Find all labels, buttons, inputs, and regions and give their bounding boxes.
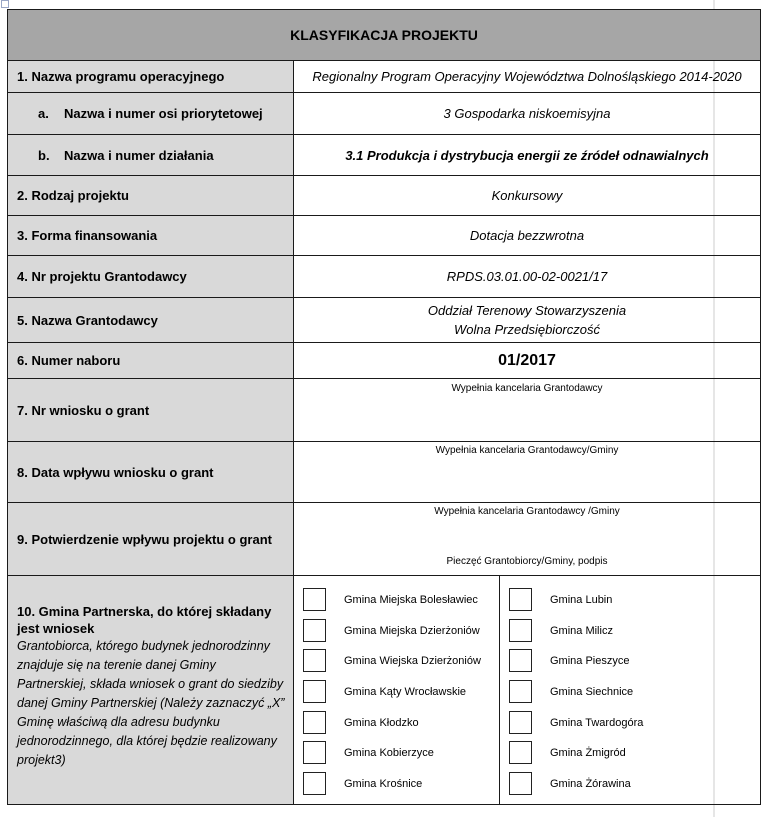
application-number-field[interactable] (294, 379, 761, 442)
municipality-name: Gmina Żórawina (550, 778, 631, 791)
municipality-checkbox[interactable] (509, 619, 532, 642)
municipality-option (500, 586, 760, 617)
municipality-option (294, 586, 499, 617)
municipality-options-right (500, 576, 761, 805)
program-label: 1. Nazwa programu operacyjnego (8, 61, 294, 93)
municipality-name: Gmina Kąty Wrocławskie (344, 686, 467, 699)
municipality-option (294, 709, 499, 740)
municipality-option (294, 739, 499, 770)
municipality-option (294, 617, 499, 648)
municipality-name: Gmina Twardogóra (550, 716, 644, 729)
measure-label (8, 135, 294, 176)
municipality-options-left (294, 576, 500, 805)
receipt-date-field[interactable] (294, 442, 761, 503)
priority-axis-label (8, 93, 294, 135)
call-number-value[interactable]: 01/2017 (294, 343, 761, 379)
municipality-name: Gmina Wiejska Dzierżoniów (344, 655, 481, 668)
municipality-option (294, 678, 499, 709)
project-classification-table (7, 9, 761, 805)
measure-label-text: Nazwa i numer działania (64, 147, 214, 163)
project-type-value[interactable]: Konkursowy (294, 176, 761, 216)
municipality-name: Gmina Kłodzko (344, 716, 419, 729)
municipality-name: Gmina Milicz (550, 624, 613, 637)
partner-municipality-description: Grantobiorca, którego budynek jednorodzinny znajduje się na terenie danej Gminy Partnerskiej, składa wniosek o grant do siedziby danej Gminy Partnerskiej (Należy zaznaczyć „X” Gminę właściwą dla adresu budynku jednorodzinnego, dla której będzie realizowany projekt3) (17, 639, 285, 767)
municipality-option (500, 617, 760, 648)
municipality-name: Gmina Żmigród (550, 747, 626, 760)
municipality-checkbox[interactable] (303, 680, 326, 703)
municipality-checkbox[interactable] (509, 588, 532, 611)
priority-axis-letter: a. (38, 106, 49, 121)
grantor-name-line1: Oddział Terenowy Stowarzyszenia (427, 303, 627, 318)
municipality-checkbox[interactable] (509, 711, 532, 734)
grantor-name-label: 5. Nazwa Grantodawcy (8, 298, 294, 343)
financing-form-label: 3. Forma finansowania (8, 216, 294, 256)
measure-letter: b. (38, 147, 50, 163)
municipality-option (500, 678, 760, 709)
table-move-handle[interactable] (1, 0, 9, 8)
program-value[interactable]: Regionalny Program Operacyjny Województwa Dolnośląskiego 2014-2020 (294, 61, 761, 93)
municipality-checkbox[interactable] (509, 772, 532, 795)
municipality-option (500, 647, 760, 678)
receipt-date-note: Wypełnia kancelaria Grantodawcy/Gminy (435, 445, 619, 456)
municipality-option (294, 647, 499, 678)
municipality-name: Gmina Miejska Bolesławiec (344, 594, 478, 606)
municipality-name: Gmina Siechnice (550, 686, 634, 699)
receipt-confirmation-note: Wypełnia kancelaria Grantodawcy /Gminy (434, 506, 620, 517)
measure-value[interactable]: 3.1 Produkcja i dystrybucja energii ze źródeł odnawialnych (294, 135, 761, 176)
municipality-checkbox[interactable] (509, 741, 532, 764)
municipality-option (500, 739, 760, 770)
project-type-label: 2. Rodzaj projektu (8, 176, 294, 216)
municipality-checkbox[interactable] (509, 649, 532, 672)
financing-form-value[interactable]: Dotacja bezzwrotna (294, 216, 761, 256)
priority-axis-label-text: Nazwa i numer osi priorytetowej (64, 106, 263, 121)
application-number-note: Wypełnia kancelaria Grantodawcy (451, 383, 603, 394)
stamp-signature-note: Pieczęć Grantobiorcy/Gminy, podpis (446, 556, 608, 567)
municipality-name: Gmina Pieszyce (550, 655, 630, 668)
table-title: KLASYFIKACJA PROJEKTU (8, 10, 761, 61)
priority-axis-value[interactable]: 3 Gospodarka niskoemisyjna (294, 93, 761, 135)
receipt-confirmation-field[interactable] (294, 503, 761, 576)
municipality-checkbox[interactable] (303, 711, 326, 734)
municipality-option (500, 709, 760, 740)
municipality-checkbox[interactable] (303, 741, 326, 764)
partner-municipality-label (8, 576, 294, 805)
municipality-name: Gmina Lubin (550, 594, 613, 606)
municipality-checkbox[interactable] (303, 649, 326, 672)
municipality-checkbox[interactable] (303, 619, 326, 642)
partner-municipality-title: 10. Gmina Partnerska, do której składany jest wniosek (17, 604, 272, 636)
municipality-name: Gmina Kobierzyce (344, 747, 434, 760)
municipality-name: Gmina Miejska Dzierżoniów (344, 624, 480, 637)
municipality-name: Gmina Krośnice (344, 778, 423, 791)
receipt-date-label: 8. Data wpływu wniosku o grant (8, 442, 294, 503)
municipality-checkbox[interactable] (509, 680, 532, 703)
municipality-checkbox[interactable] (303, 588, 326, 611)
municipality-option (294, 770, 499, 801)
municipality-checkbox[interactable] (303, 772, 326, 795)
grantor-name-line2: Wolna Przedsiębiorczość (454, 322, 600, 337)
call-number-label: 6. Numer naboru (8, 343, 294, 379)
municipality-option (500, 770, 760, 801)
project-number-label: 4. Nr projektu Grantodawcy (8, 256, 294, 298)
grantor-name-value[interactable] (294, 298, 761, 343)
receipt-confirmation-label: 9. Potwierdzenie wpływu projektu o grant (8, 503, 294, 576)
application-number-label: 7. Nr wniosku o grant (8, 379, 294, 442)
project-number-value[interactable]: RPDS.03.01.00-02-0021/17 (294, 256, 761, 298)
